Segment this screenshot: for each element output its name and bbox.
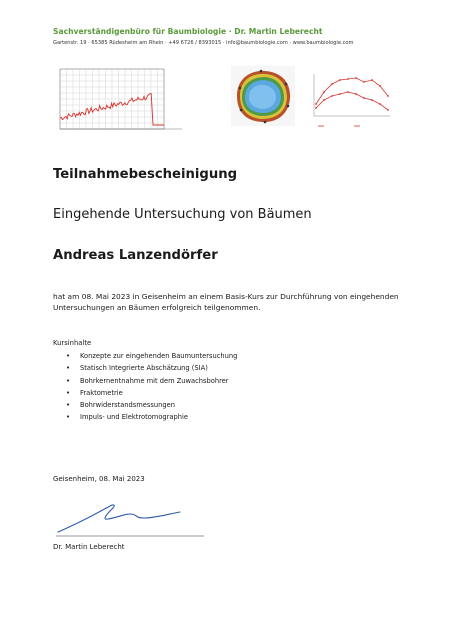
bullet-icon: •: [66, 364, 71, 373]
list-item: • Fraktometrie: [66, 387, 237, 399]
line-point: [379, 85, 381, 87]
line-point: [355, 93, 357, 95]
course-contents-list: [66, 350, 237, 424]
bullet-icon: •: [66, 388, 71, 397]
participant-name: Andreas Lanzendörfer: [53, 248, 218, 263]
line-point: [387, 109, 389, 111]
resistance-drilling-figure: [52, 63, 230, 137]
place-and-date: Geisenheim, 08. Mai 2023: [53, 475, 145, 483]
list-item: • Konzepte zur eingehenden Baumuntersuchung: [66, 350, 237, 362]
list-item: • Statisch Integrierte Abschätzung (SIA): [66, 362, 237, 374]
line-point: [339, 93, 341, 95]
line-point: [315, 107, 317, 109]
list-item: • Bohrkernentnahme mit dem Zuwachsbohrer: [66, 375, 237, 387]
line-point: [379, 103, 381, 105]
bullet-icon: •: [66, 352, 71, 360]
signer-name: Dr. Martin Leberecht: [53, 543, 125, 551]
organization-address: Gartenstr. 19 · 65385 Rüdesheim am Rhein · +49 6726 / 8393015 · info@baumbiologie.com · www.baumbiologie.com: [53, 40, 354, 46]
measurement-line-chart: [302, 70, 396, 140]
bullet-icon: •: [66, 413, 71, 422]
line-point: [347, 78, 349, 80]
line-point: [347, 91, 349, 93]
participation-statement: hat am 08. Mai 2023 in Geisenheim an einem Basis-Kurs zur Durchführung von eingehenden Untersuchungen an Bäumen erfolgreich teilgenommen.: [53, 292, 399, 313]
bullet-icon: •: [66, 376, 71, 385]
line-point: [323, 99, 325, 101]
line-point: [331, 95, 333, 97]
line-point: [363, 81, 365, 83]
line-point: [371, 79, 373, 81]
certificate-title: Teilnahmebescheinigung: [53, 167, 238, 182]
line-point: [323, 91, 325, 93]
list-item: • Bohrwiderstandsmessungen: [66, 399, 237, 411]
line-point: [371, 99, 373, 101]
line-point: [355, 77, 357, 79]
line-point: [387, 95, 389, 97]
tomogram-figure: [231, 66, 295, 126]
organization-name: Sachverständigenbüro für Baumbiologie · Dr. Martin Leberecht: [53, 27, 323, 36]
line-point: [315, 103, 317, 105]
course-title: Eingehende Untersuchung von Bäumen: [53, 207, 312, 222]
line-point: [339, 79, 341, 81]
line-point: [331, 83, 333, 85]
signature-graphic: [52, 492, 212, 538]
list-item: • Impuls- und Elektrotomographie: [66, 411, 237, 423]
line-point: [363, 97, 365, 99]
bullet-icon: •: [66, 401, 71, 410]
course-contents-heading: Kursinhalte: [53, 339, 92, 347]
